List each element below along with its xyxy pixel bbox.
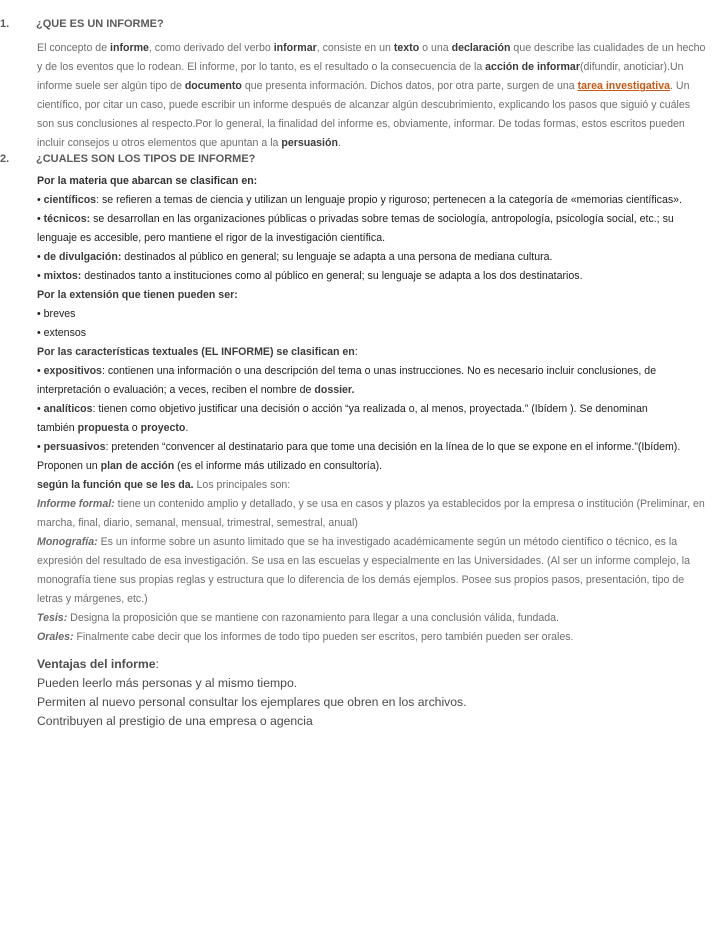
paragraph-line: incluir consejos u otros elementos que apuntan a la persuasión.	[37, 137, 341, 149]
tarea-investigativa-link[interactable]: tarea investigativa	[577, 80, 671, 92]
section-2-number: 2.	[0, 153, 10, 165]
ventaja-item: Pueden leerlo más personas y al mismo tiempo.	[37, 676, 298, 690]
funcion-heading: según la función que se les da. Los principales son:	[37, 479, 291, 491]
definition-continuation: expresión del resultado de esa investigación. Se usa en las escuelas y especialmente en las Universidades. (Al ser un informe complejo, la	[37, 555, 691, 567]
list-item: • mixtos: destinados tanto a instituciones como al público en general; su lenguaje se adapta a los dos destinatarios.	[37, 270, 583, 282]
materia-heading: Por la materia que abarcan se clasifican en:	[37, 175, 258, 187]
section-2-title: ¿CUALES SON LOS TIPOS DE INFORME?	[36, 153, 256, 165]
list-item: • breves	[37, 308, 76, 320]
paragraph-line: son sus conclusiones al respecto.Por lo general, la finalidad del informe es, obviamente, informar. De todas formas, estos escritos pueden	[37, 118, 685, 130]
definition-item: Informe formal: tiene un contenido amplio y detallado, y se usa en casos y plazos ya establecidos por la empresa o institución (Preliminar, en	[37, 498, 705, 510]
list-item-continuation: también propuesta o proyecto.	[37, 422, 189, 434]
paragraph-line: El concepto de informe, como derivado del verbo informar, consiste en un texto o una declaración que describe las cualidades de un hecho	[37, 42, 706, 54]
extension-heading: Por la extensión que tienen pueden ser:	[37, 289, 238, 301]
paragraph-line: informe suele ser algún tipo de documento que presenta información. Dichos datos, por otra parte, surgen de una tarea investigativa. Un	[37, 80, 690, 92]
ventaja-item: Permiten al nuevo personal consultar los ejemplares que obren en los archivos.	[37, 695, 467, 709]
list-item: • expositivos: contienen una información o una descripción del tema o unas instrucciones. No es necesario incluir conclusiones, de	[37, 365, 657, 377]
paragraph-line: científico, por citar un caso, puede escribir un informe después de alcanzar algún descubrimiento, explicando los pasos que siguió y cuáles	[37, 99, 691, 111]
list-item-continuation: Proponen un plan de acción (es el informe más utilizado en consultoría).	[37, 460, 383, 472]
section-1-title: ¿QUE ES UN INFORME?	[36, 18, 164, 30]
section-1-number: 1.	[0, 18, 10, 30]
definition-item: Orales: Finalmente cabe decir que los informes de todo tipo pueden ser escritos, pero también pueden ser orales.	[37, 631, 574, 643]
list-item: • científicos: se refieren a temas de ciencia y utilizan un lenguaje propio y riguroso; pertenecen a la categoría de «memorias científicas».	[37, 194, 682, 206]
ventajas-heading: Ventajas del informe:	[37, 657, 159, 671]
list-item: • analíticos: tienen como objetivo justificar una decisión o acción “ya realizada o, al menos, proyectada.” (Ibídem ). Se denominan	[37, 403, 648, 415]
definition-continuation: letras y márgenes, etc.)	[37, 593, 148, 605]
section-1-body	[37, 39, 719, 153]
list-item: • persuasivos: pretenden “convencer al destinatario para que tome una decisión en la línea de lo que se expone en el informe.”(Ibídem).	[37, 441, 681, 453]
paragraph-line: y de los eventos que lo rodean. El informe, por lo tanto, es el resultado o la consecuencia de la acción de informar(difundir, anoticiar).Un	[37, 61, 684, 73]
caracteristicas-heading: Por las características textuales (EL INFORME) se clasifican en:	[37, 346, 358, 358]
ventaja-item: Contribuyen al prestigio de una empresa o agencia	[37, 714, 313, 728]
ventajas-section	[37, 655, 717, 731]
definition-continuation: monografía tiene sus propias reglas y estructura que lo diferencia de los demás ejemplos. Posee sus propios pasos, presentación, tipo de	[37, 574, 685, 586]
section-2-body	[37, 172, 719, 647]
list-item: • de divulgación: destinados al público en general; su lenguaje se adapta a una persona de mediana cultura.	[37, 251, 553, 263]
definition-continuation: marcha, final, diario, semanal, mensual, trimestral, semestral, anual)	[37, 517, 358, 529]
list-item-continuation: interpretación o evaluación; a veces, reciben el nombre de dossier.	[37, 384, 355, 396]
list-item-continuation: lenguaje es accesible, pero mantiene el rigor de la investigación científica.	[37, 232, 386, 244]
list-item: • extensos	[37, 327, 87, 339]
definition-item: Monografía: Es un informe sobre un asunto limitado que se ha investigado académicamente según un método científico o técnico, es la	[37, 536, 678, 548]
list-item: • técnicos: se desarrollan en las organizaciones públicas o privadas sobre temas de sociología, antropología, psicología social, etc.; su	[37, 213, 674, 225]
definition-item: Tesis: Designa la proposición que se mantiene con razonamiento para llegar a una conclusión válida, fundada.	[37, 612, 559, 624]
